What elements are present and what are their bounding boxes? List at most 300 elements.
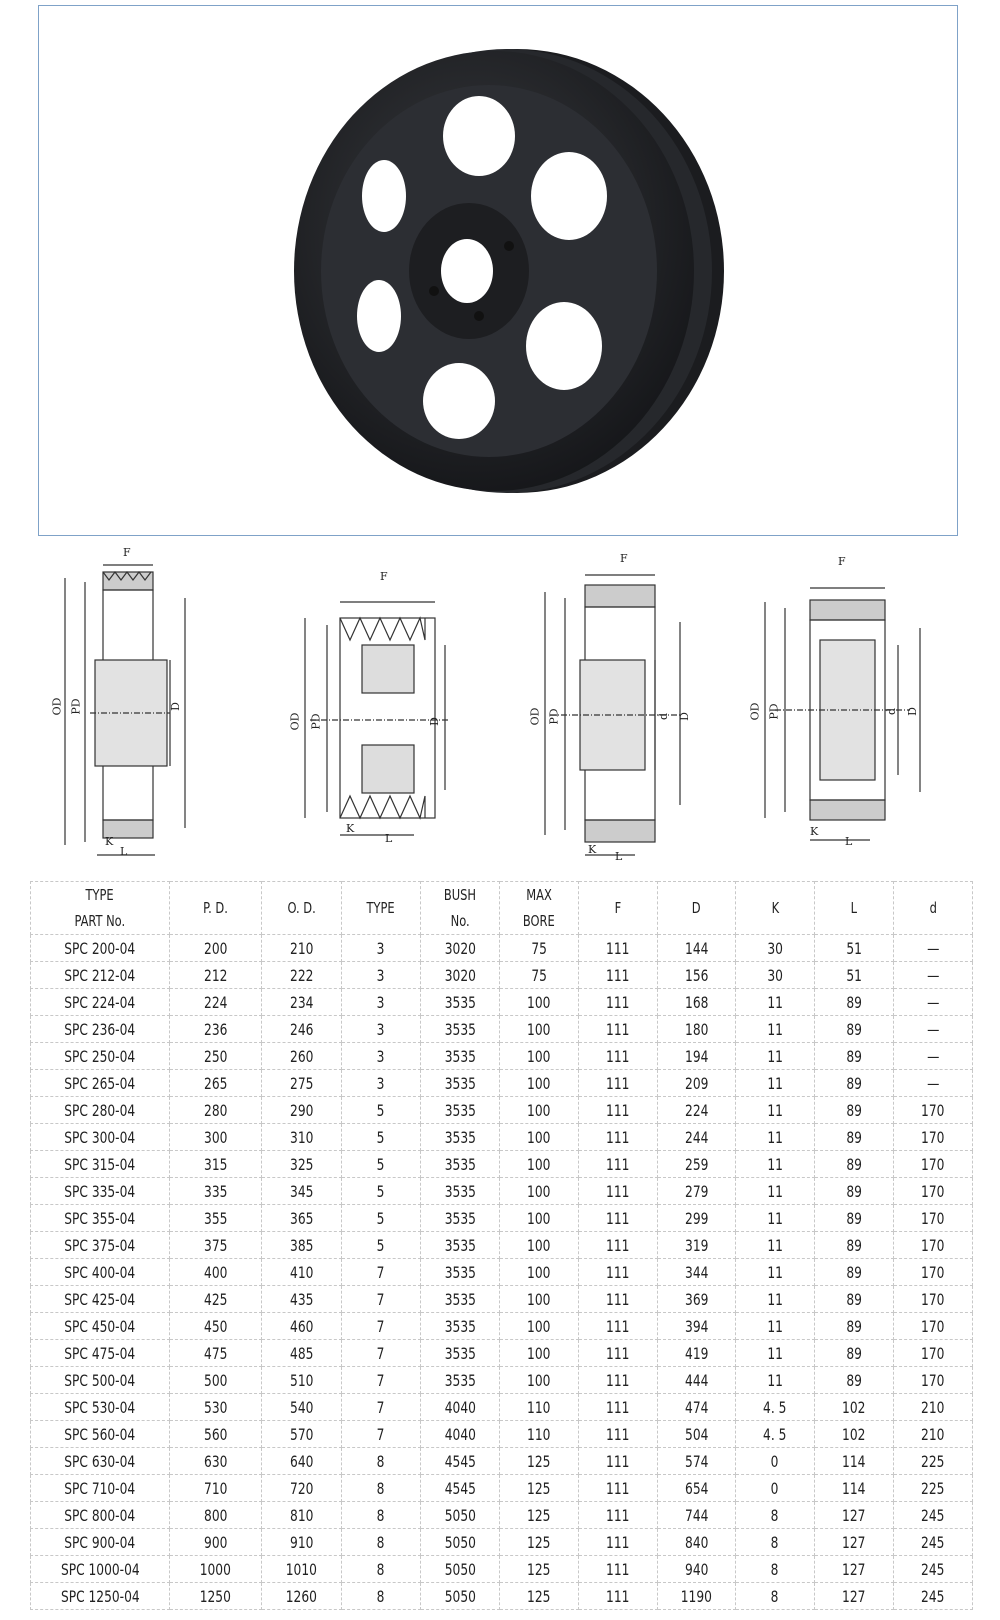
cell-value: 100 [527, 1100, 551, 1120]
cell-value: — [926, 1046, 940, 1066]
table-cell [736, 1421, 815, 1448]
table-cell [894, 1070, 973, 1097]
table-cell [262, 1070, 342, 1097]
cell-value: 111 [606, 1208, 630, 1228]
table-cell [262, 1016, 342, 1043]
table-cell [342, 1367, 421, 1394]
table-cell [31, 1097, 170, 1124]
cell-value: 170 [921, 1100, 945, 1120]
table-cell [736, 1448, 815, 1475]
cell-value: 940 [684, 1559, 709, 1579]
table-cell [579, 1502, 658, 1529]
column-header [658, 882, 736, 935]
table-cell [421, 1124, 500, 1151]
cell-value: 100 [527, 1046, 551, 1066]
cell-value: 245 [921, 1532, 945, 1552]
cell-value: 110 [527, 1424, 551, 1444]
cell-value: SPC 450-04 [64, 1316, 136, 1336]
table-cell [658, 1340, 736, 1367]
cell-value: 1010 [285, 1559, 318, 1579]
table-cell [262, 1556, 342, 1583]
column-header-label: TYPE [366, 899, 396, 917]
table-cell [31, 989, 170, 1016]
cell-value: 144 [684, 938, 709, 958]
table-cell [500, 1583, 579, 1610]
table-cell [815, 1232, 894, 1259]
table-cell [894, 935, 973, 962]
table-cell [170, 989, 262, 1016]
column-header [894, 882, 973, 935]
table-cell [500, 1043, 579, 1070]
table-cell [500, 1259, 579, 1286]
cell-value: 460 [289, 1316, 314, 1336]
cell-value: 170 [921, 1235, 945, 1255]
cell-value: 89 [846, 1235, 862, 1255]
table-cell [579, 1583, 658, 1610]
table-cell [894, 1313, 973, 1340]
cell-value: 51 [846, 965, 862, 985]
table-cell [421, 1502, 500, 1529]
table-cell [31, 1259, 170, 1286]
cell-value: 574 [684, 1451, 709, 1471]
cell-value: 8 [377, 1478, 385, 1498]
cell-value: 100 [527, 1208, 551, 1228]
table-cell [31, 1016, 170, 1043]
cell-value: 3535 [444, 1073, 476, 1093]
cell-value: 111 [606, 1019, 630, 1039]
table-row [31, 1124, 973, 1151]
table-cell [579, 1367, 658, 1394]
column-header [170, 882, 262, 935]
cell-value: 100 [527, 1262, 551, 1282]
cell-value: 200 [203, 938, 228, 958]
cell-value: 500 [203, 1370, 228, 1390]
table-cell [421, 1340, 500, 1367]
cell-value: 89 [846, 1154, 862, 1174]
pulley-spec-table [30, 881, 973, 1610]
table-cell [736, 935, 815, 962]
table-cell [815, 1178, 894, 1205]
table-cell [421, 1448, 500, 1475]
cell-value: 111 [606, 1262, 630, 1282]
table-cell [894, 1016, 973, 1043]
table-row [31, 1286, 973, 1313]
cell-value: 250 [203, 1046, 228, 1066]
table-cell [894, 1556, 973, 1583]
label-D: D [168, 702, 182, 711]
cell-value: 100 [527, 1370, 551, 1390]
cell-value: 245 [921, 1586, 945, 1606]
table-cell [579, 1286, 658, 1313]
table-cell [421, 1097, 500, 1124]
table-cell [658, 1043, 736, 1070]
table-cell [500, 1205, 579, 1232]
table-cell [500, 1448, 579, 1475]
column-header [500, 882, 579, 935]
label-K: K [810, 825, 819, 838]
cell-value: 8 [377, 1505, 385, 1525]
table-cell [421, 1583, 500, 1610]
table-cell [170, 1367, 262, 1394]
cell-value: 410 [289, 1262, 314, 1282]
cell-value: 51 [846, 938, 862, 958]
cell-value: 75 [531, 965, 547, 985]
cell-value: 510 [289, 1370, 314, 1390]
column-header [421, 882, 500, 935]
table-cell [170, 1502, 262, 1529]
cell-value: 4. 5 [763, 1397, 787, 1417]
cell-value: 1250 [199, 1586, 232, 1606]
table-cell [421, 1043, 500, 1070]
cell-value: 840 [684, 1532, 709, 1552]
table-cell [31, 1124, 170, 1151]
cell-value: 3 [377, 992, 385, 1012]
table-cell [342, 962, 421, 989]
table-cell [342, 1313, 421, 1340]
table-cell [815, 1394, 894, 1421]
table-cell [31, 1178, 170, 1205]
cell-value: 5 [377, 1154, 385, 1174]
table-cell [658, 1016, 736, 1043]
table-row [31, 1016, 973, 1043]
cell-value: 114 [842, 1478, 866, 1498]
table-cell [894, 1394, 973, 1421]
label-OD: OD [50, 697, 64, 716]
table-cell [658, 1286, 736, 1313]
cell-value: 4. 5 [763, 1424, 787, 1444]
cell-value: 419 [684, 1343, 709, 1363]
cell-value: 900 [203, 1532, 228, 1552]
cell-value: 11 [767, 1208, 783, 1228]
table-cell [579, 1394, 658, 1421]
cell-value: 111 [606, 1127, 630, 1147]
cell-value: SPC 1250-04 [60, 1586, 140, 1606]
table-cell [815, 1475, 894, 1502]
cell-value: 111 [606, 1154, 630, 1174]
cell-value: 7 [377, 1289, 385, 1309]
table-cell [894, 1151, 973, 1178]
table-cell [342, 1016, 421, 1043]
table-cell [342, 1556, 421, 1583]
table-cell [31, 1583, 170, 1610]
table-cell [262, 1232, 342, 1259]
cell-value: 3535 [444, 1181, 476, 1201]
column-header-label: F [614, 899, 622, 917]
table-cell [736, 1394, 815, 1421]
table-cell [736, 1475, 815, 1502]
table-row [31, 1097, 973, 1124]
table-cell [500, 1178, 579, 1205]
cell-value: 114 [842, 1451, 866, 1471]
cell-value: 8 [771, 1586, 779, 1606]
table-cell [658, 1178, 736, 1205]
cell-value: 209 [684, 1073, 709, 1093]
table-row [31, 1421, 973, 1448]
table-cell [262, 989, 342, 1016]
table-cell [500, 1232, 579, 1259]
table-cell [170, 1421, 262, 1448]
label-D: D [677, 712, 691, 721]
cell-value: SPC 265-04 [64, 1073, 136, 1093]
cell-value: — [926, 1019, 940, 1039]
table-cell [342, 1259, 421, 1286]
cell-value: 224 [203, 992, 228, 1012]
table-cell [894, 1232, 973, 1259]
cell-value: 125 [527, 1478, 551, 1498]
label-OD: OD [288, 712, 302, 731]
table-cell [500, 989, 579, 1016]
cell-value: 910 [289, 1532, 314, 1552]
cell-value: 127 [842, 1586, 866, 1606]
table-cell [170, 1070, 262, 1097]
table-cell [342, 935, 421, 962]
cell-value: 3535 [444, 1316, 476, 1336]
cell-value: 222 [289, 965, 314, 985]
cell-value: — [926, 965, 940, 985]
cell-value: 3535 [444, 992, 476, 1012]
cell-value: 1000 [199, 1559, 232, 1579]
table-cell [658, 1583, 736, 1610]
cell-value: 530 [203, 1397, 228, 1417]
table-cell [579, 1421, 658, 1448]
label-PD: PD [309, 713, 323, 730]
cell-value: 3 [377, 1046, 385, 1066]
table-cell [170, 1151, 262, 1178]
cell-value: 800 [203, 1505, 228, 1525]
table-cell [500, 1313, 579, 1340]
cell-value: 170 [921, 1316, 945, 1336]
table-cell [815, 1421, 894, 1448]
label-L: L [385, 832, 393, 845]
cell-value: 245 [921, 1505, 945, 1525]
table-row [31, 1367, 973, 1394]
label-K: K [105, 835, 114, 848]
cell-value: 11 [767, 1262, 783, 1282]
column-header-label: O. D. [287, 899, 316, 917]
table-cell [658, 962, 736, 989]
table-cell [170, 1259, 262, 1286]
table-cell [170, 1178, 262, 1205]
table-cell [262, 962, 342, 989]
cell-value: 212 [203, 965, 228, 985]
column-header-label: L [850, 899, 858, 917]
cell-value: 319 [684, 1235, 709, 1255]
table-cell [894, 1259, 973, 1286]
table-cell [894, 1178, 973, 1205]
table-row [31, 1070, 973, 1097]
table-cell [894, 1205, 973, 1232]
label-d: d [885, 707, 899, 716]
table-cell [262, 1529, 342, 1556]
cell-value: 3535 [444, 1019, 476, 1039]
table-cell [170, 935, 262, 962]
cell-value: 5 [377, 1235, 385, 1255]
table-cell [31, 1448, 170, 1475]
table-cell [815, 989, 894, 1016]
cell-value: 210 [289, 938, 314, 958]
table-cell [894, 1286, 973, 1313]
table-cell [736, 1367, 815, 1394]
cell-value: 89 [846, 1073, 862, 1093]
cell-value: SPC 1000-04 [60, 1559, 140, 1579]
table-row [31, 1394, 973, 1421]
table-cell [500, 1394, 579, 1421]
cell-value: 7 [377, 1316, 385, 1336]
cell-value: 194 [684, 1046, 709, 1066]
table-cell [421, 1367, 500, 1394]
table-cell [262, 935, 342, 962]
table-cell [421, 1070, 500, 1097]
cell-value: SPC 335-04 [64, 1181, 136, 1201]
cell-value: 111 [606, 1046, 630, 1066]
cell-value: 3535 [444, 1154, 476, 1174]
table-cell [31, 1502, 170, 1529]
column-header-label: MAX [526, 886, 552, 904]
cell-value: 5 [377, 1100, 385, 1120]
table-cell [342, 1475, 421, 1502]
table-cell [736, 1556, 815, 1583]
table-cell [31, 1340, 170, 1367]
table-cell [815, 1016, 894, 1043]
diagram-double-hub [750, 550, 930, 854]
table-cell [31, 962, 170, 989]
table-cell [579, 1448, 658, 1475]
table-cell [170, 1286, 262, 1313]
table-row [31, 1340, 973, 1367]
table-cell [894, 1448, 973, 1475]
table-cell [500, 1475, 579, 1502]
column-header-label: d [929, 899, 937, 917]
table-cell [736, 1232, 815, 1259]
cell-value: 315 [203, 1154, 228, 1174]
table-cell [579, 962, 658, 989]
table-cell [342, 1340, 421, 1367]
cell-value: SPC 355-04 [64, 1208, 136, 1228]
cell-value: 474 [684, 1397, 709, 1417]
cell-value: 11 [767, 1370, 783, 1390]
table-cell [579, 1070, 658, 1097]
cell-value: 111 [606, 1559, 630, 1579]
table-cell [262, 1583, 342, 1610]
table-cell [579, 935, 658, 962]
cell-value: 224 [684, 1100, 709, 1120]
cell-value: 335 [203, 1181, 228, 1201]
table-cell [500, 1286, 579, 1313]
label-PD: PD [69, 698, 83, 715]
cell-value: 3535 [444, 1046, 476, 1066]
cell-value: 5050 [444, 1505, 476, 1525]
table-cell [342, 1529, 421, 1556]
table-cell [31, 1043, 170, 1070]
column-header-label: TYPE [85, 886, 115, 904]
table-cell [31, 1286, 170, 1313]
table-cell [31, 1205, 170, 1232]
table-cell [342, 989, 421, 1016]
cell-value: 89 [846, 1343, 862, 1363]
table-row [31, 1475, 973, 1502]
table-cell [170, 1529, 262, 1556]
cell-value: 244 [684, 1127, 709, 1147]
cell-value: 245 [921, 1559, 945, 1579]
cell-value: 1190 [680, 1586, 713, 1606]
table-cell [170, 1556, 262, 1583]
table-cell [894, 1421, 973, 1448]
cell-value: SPC 236-04 [64, 1019, 136, 1039]
cell-value: 89 [846, 1019, 862, 1039]
cell-value: 5 [377, 1127, 385, 1147]
cell-value: 111 [606, 1424, 630, 1444]
table-cell [170, 1124, 262, 1151]
cell-value: 210 [921, 1424, 945, 1444]
cell-value: 310 [289, 1127, 314, 1147]
cell-value: 570 [289, 1424, 314, 1444]
cell-value: 111 [606, 1397, 630, 1417]
cell-value: 640 [289, 1451, 314, 1471]
table-cell [736, 1124, 815, 1151]
cell-value: 265 [203, 1073, 228, 1093]
table-row [31, 1259, 973, 1286]
table-cell [170, 1313, 262, 1340]
cell-value: 11 [767, 1316, 783, 1336]
table-cell [658, 1151, 736, 1178]
table-cell [31, 1475, 170, 1502]
cell-value: 125 [527, 1586, 551, 1606]
label-L: L [120, 845, 128, 858]
cell-value: 3535 [444, 1370, 476, 1390]
cell-value: 111 [606, 1073, 630, 1093]
cell-value: 0 [771, 1478, 779, 1498]
table-cell [170, 1583, 262, 1610]
table-cell [894, 962, 973, 989]
cell-value: SPC 400-04 [64, 1262, 136, 1282]
diagram-web-with-hub [528, 550, 700, 863]
cell-value: 504 [684, 1424, 709, 1444]
table-cell [736, 1043, 815, 1070]
table-cell [658, 1529, 736, 1556]
cell-value: 100 [527, 1235, 551, 1255]
table-cell [31, 935, 170, 962]
cell-value: 111 [606, 1451, 630, 1471]
cell-value: 355 [203, 1208, 228, 1228]
cell-value: 100 [527, 1127, 551, 1147]
cell-value: 89 [846, 1208, 862, 1228]
table-cell [500, 1421, 579, 1448]
table-cell [262, 1475, 342, 1502]
table-cell [815, 1043, 894, 1070]
cell-value: 170 [921, 1343, 945, 1363]
cell-value: 210 [921, 1397, 945, 1417]
cell-value: 744 [684, 1505, 709, 1525]
label-OD: OD [748, 702, 762, 721]
cell-value: 89 [846, 1262, 862, 1282]
table-cell [894, 1583, 973, 1610]
table-cell [658, 1502, 736, 1529]
cell-value: 4040 [444, 1397, 476, 1417]
cell-value: 125 [527, 1451, 551, 1471]
table-cell [736, 1151, 815, 1178]
table-row [31, 1232, 973, 1259]
table-cell [815, 1502, 894, 1529]
table-row [31, 935, 973, 962]
cell-value: 560 [203, 1424, 228, 1444]
cell-value: 394 [684, 1316, 709, 1336]
column-header-label: P. D. [203, 899, 228, 917]
cell-value: 3 [377, 965, 385, 985]
cell-value: 5 [377, 1208, 385, 1228]
table-cell [500, 1016, 579, 1043]
table-cell [579, 1529, 658, 1556]
table-cell [170, 1232, 262, 1259]
